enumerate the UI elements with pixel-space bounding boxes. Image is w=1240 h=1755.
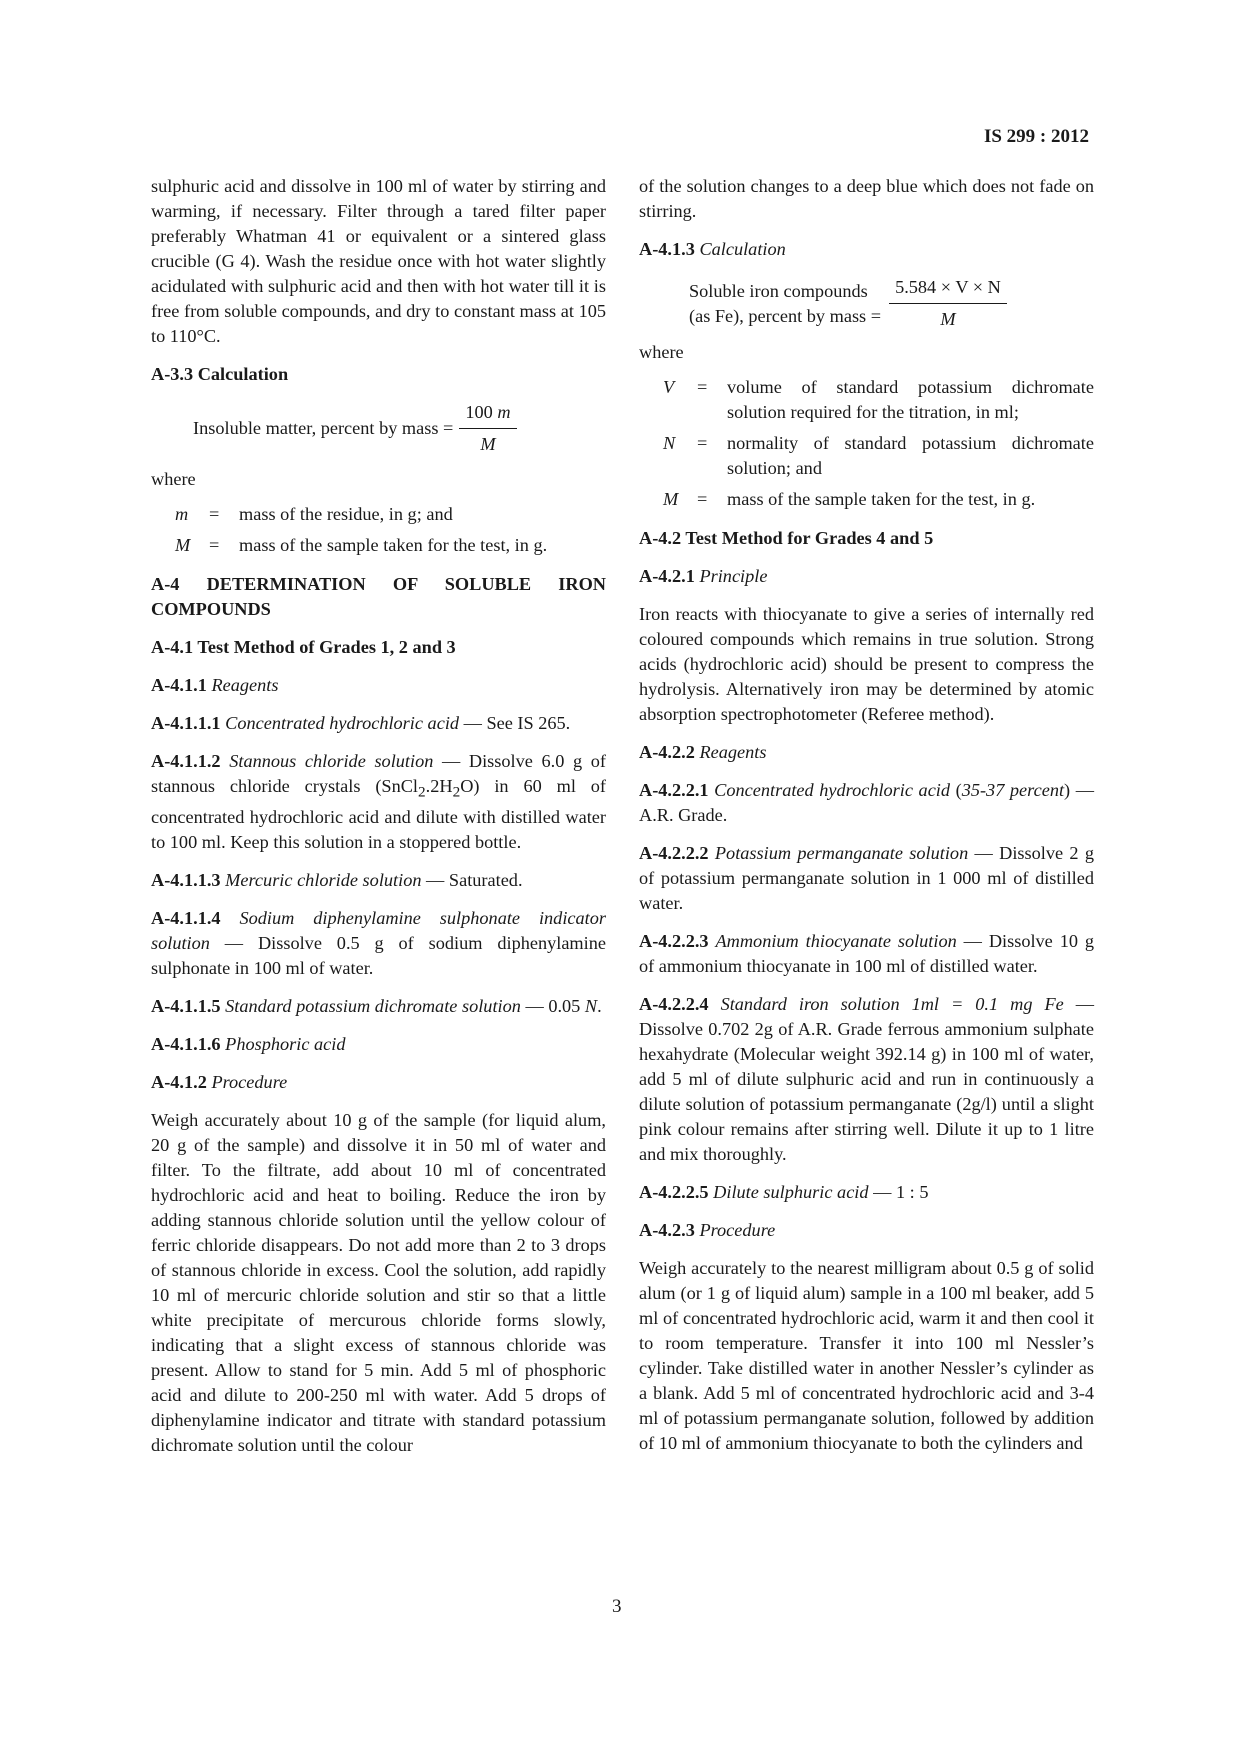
clause-text: — See IS 265.: [459, 713, 571, 733]
variable-definitions: [175, 502, 606, 558]
clause-number: A-4.2.2.2: [639, 843, 709, 863]
clause-number: A-4.2.2: [639, 742, 695, 762]
formula-lhs: [689, 279, 881, 329]
left-column: [151, 174, 606, 1471]
procedure-paragraph: Weigh accurately to the nearest milligram about 0.5 g of solid alum (or 1 g of liquid alum) sample in a 100 ml beaker, add 5 ml of concentrated hydrochloric acid, warm it and then cool it to room temperature. Transfer it into 100 ml Nessler’s cylinder. Take distilled water in another Nessler’s cylinder as a blank. Add 5 ml of concentrated hydrochloric acid and 3-4 ml of potassium permanganate solution, followed by addition of 10 ml of ammonium thiocyanate to both the cylinders and: [639, 1258, 1094, 1453]
clause-number: A-4.2.2.3: [639, 931, 709, 951]
clause-title: Calculation: [699, 239, 786, 259]
clause-text: — 0.05: [520, 995, 585, 1016]
definition-equals: =: [697, 489, 708, 509]
clause-title: Stannous chloride solution: [229, 751, 434, 771]
clause-title: Reagents: [699, 742, 767, 762]
clause-text: — Dissolve 10 g of ammonium thiocyanate in 100 ml of distilled water.: [639, 931, 1095, 976]
clause-number: A-4.2.2.5: [639, 1182, 709, 1202]
principle-paragraph: Iron reacts with thiocyanate to give a series of internally red coloured compounds which remains in true solution. Strong acids (hydrochloric acid) should be present to compress the hydrolysis. Alternatively iron may be determined by atomic absorption spectrophotometer (Referee method).: [639, 604, 1094, 724]
definition-symbol: V: [663, 377, 675, 397]
clause-number: A-4.1.2: [151, 1071, 207, 1092]
definition-row: [663, 487, 1094, 512]
clause-number: A-4.1.1: [151, 675, 207, 695]
clause-a4221: [639, 778, 1094, 828]
definition-equals: =: [697, 377, 708, 397]
clause-a4115: [151, 994, 606, 1019]
formula-lhs-line: (as Fe), percent by mass =: [689, 305, 882, 326]
definition-symbol: N: [663, 433, 676, 453]
clause-number: A-4.2.2.1: [639, 780, 709, 800]
right-column: [639, 174, 1094, 1469]
definition-row: [175, 502, 606, 527]
definition-symbol: M: [663, 489, 679, 509]
clause-text: .2H: [425, 776, 453, 796]
clause-title: Sodium diphenylamine sulphonate indicator solution: [151, 907, 606, 953]
clause-a4224: [639, 992, 1094, 1167]
clause-text: .: [597, 995, 602, 1016]
procedure-paragraph: Weigh accurately about 10 g of the sample (for liquid alum, 20 g of the sample) and dissolve it in 50 ml of water and filter. To the filtrate, add about 10 ml of concentrated hydrochloric acid and heat to boiling. Reduce the iron by adding stannous chloride solution until the yellow colour of ferric chloride disappears. Do not add more than 2 to 3 drops of stannous chloride in excess. Cool the solution, add rapidly 10 ml of mercuric chloride solution and stir so that a little white precipitate of mercurous chloride forms slowly, indicating that a slight excess of stannous chloride was present. Allow to stand for 5 min. Add 5 ml of phosphoric acid and dilute to 200-250 ml with water. Add 5 drops of diphenylamine indicator and titrate with standard potassium dichromate solution until the colour: [151, 1109, 606, 1455]
clause-number: A-4.1.1.6: [151, 1033, 221, 1054]
clause-title: Ammonium thiocyanate solution: [715, 931, 957, 951]
paragraph: of the solution changes to a deep blue which does not fade on stirring.: [639, 176, 1094, 221]
formula-fraction: [889, 275, 1007, 332]
clause-a4222: [639, 841, 1094, 916]
clause-title: Mercuric chloride solution: [225, 869, 422, 890]
clause-a422: [639, 740, 1094, 765]
formula-denominator: M: [480, 434, 496, 454]
definition-text: mass of the sample taken for the test, in g.: [727, 489, 1036, 509]
clause-title: Dilute sulphuric acid: [713, 1182, 869, 1202]
clause-title: Principle: [699, 566, 768, 586]
section-heading-a33: A-3.3 Calculation: [151, 364, 289, 384]
definition-text: volume of standard potassium dichromate solution required for the titration, in ml;: [727, 377, 1094, 422]
definition-symbol: M: [175, 535, 191, 555]
clause-number: A-4.1.1.3: [151, 869, 221, 890]
clause-number: A-4.1.1.5: [151, 995, 221, 1016]
clause-text: ) — A.R. Grade.: [639, 780, 1094, 825]
definition-text: normality of standard potassium dichromate solution; and: [727, 433, 1094, 478]
document-id-header: IS 299 : 2012: [983, 126, 1089, 147]
normality-unit: N: [584, 995, 598, 1016]
clause-a412: [151, 1070, 606, 1095]
clause-number: A-4.2.2.4: [639, 994, 709, 1014]
definition-row: [663, 431, 1094, 481]
clause-text: (: [950, 780, 962, 800]
clause-number: A-4.2.1: [639, 566, 695, 586]
where-label: where: [639, 342, 684, 362]
numerator-value: 100: [465, 402, 493, 422]
formula-lhs-line: Soluble iron compounds: [689, 280, 868, 301]
clause-a421: [639, 564, 1094, 589]
definition-symbol: m: [175, 504, 189, 524]
clause-a4113: [151, 868, 606, 893]
where-label: where: [151, 469, 196, 489]
clause-text: — Saturated.: [421, 869, 523, 890]
variable-definitions: [663, 375, 1094, 512]
formula-numerator: 5.584 × V × N: [889, 275, 1007, 304]
clause-title: Procedure: [699, 1220, 776, 1240]
definition-text: mass of the sample taken for the test, in g.: [239, 535, 548, 555]
subscript: 2: [418, 783, 426, 801]
clause-a411: [151, 673, 606, 698]
section-heading-a42: A-4.2 Test Method for Grades 4 and 5: [639, 528, 934, 548]
clause-number: A-4.1.1.2: [151, 751, 221, 771]
clause-a423: [639, 1218, 1094, 1243]
clause-title: Potassium permanganate solution: [714, 843, 969, 863]
clause-title: Standard potassium dichromate solution: [225, 995, 521, 1016]
section-heading-a41: A-4.1 Test Method of Grades 1, 2 and 3: [151, 637, 456, 657]
definition-equals: =: [209, 535, 220, 555]
definition-row: [175, 533, 606, 558]
formula-numerator: [459, 400, 516, 429]
formula-denominator: M: [940, 309, 956, 329]
formula-lhs: Insoluble matter, percent by mass =: [193, 418, 454, 438]
clause-a4114: [151, 906, 606, 981]
paragraph: sulphuric acid and dissolve in 100 ml of water by stirring and warming, if necessary. Filter through a tared filter paper preferably Whatman 41 or equivalent or a sintered glass crucible (G 4). Wash the residue once with hot water slightly acidulated with sulphuric acid and then with hot water till it is free from soluble compounds, and dry to constant mass at 105 to 110°C.: [151, 176, 606, 346]
clause-text: — Dissolve 0.5 g of sodium diphenylamine sulphonate in 100 ml of water.: [151, 932, 606, 978]
clause-a413: [639, 237, 1094, 262]
clause-a4116: [151, 1032, 606, 1057]
section-heading-a4: A-4 DETERMINATION OF SOLUBLE IRON COMPOUNDS: [151, 574, 606, 619]
clause-text: O) in 60 ml of concentrated hydrochloric acid and dilute with distilled water to 100 ml. Keep this solution in a stoppered bottle.: [151, 776, 606, 852]
clause-title: Concentrated hydrochloric acid: [714, 780, 951, 800]
clause-number: A-4.1.1.1: [151, 713, 221, 733]
numerator-variable: m: [497, 402, 511, 422]
clause-title: Procedure: [211, 1071, 288, 1092]
definition-equals: =: [697, 433, 708, 453]
clause-text: — Dissolve 0.702 2g of A.R. Grade ferrous ammonium sulphate hexahydrate (Molecular weight 392.14 g) in 100 ml of water, add 5 ml of dilute sulphuric acid and run in continuously a dilute solution of potassium permanganate (2g/l) until a slight pink colour remains after stirring well. Dilute it up to 1 litre and mix thoroughly.: [639, 994, 1094, 1164]
subscript: 2: [452, 783, 461, 801]
concentration-range: 35-37 percent: [961, 780, 1065, 800]
clause-a4112: [151, 749, 606, 855]
insoluble-matter-formula: [193, 400, 606, 457]
soluble-iron-formula: [689, 275, 1094, 332]
clause-a4225: [639, 1180, 1094, 1205]
clause-text: — 1 : 5: [868, 1182, 929, 1202]
clause-a4223: [639, 929, 1094, 979]
clause-number: A-4.1.1.4: [151, 907, 221, 928]
clause-number: A-4.1.3: [639, 239, 695, 259]
clause-title: Concentrated hydrochloric acid: [225, 713, 460, 733]
clause-title: Standard iron solution 1ml = 0.1 mg Fe: [720, 994, 1064, 1014]
formula-fraction: [459, 400, 516, 457]
clause-title: Phosphoric acid: [225, 1033, 346, 1054]
clause-text: — Dissolve 2 g of potassium permanganate solution in 1 000 ml of distilled water.: [639, 843, 1095, 913]
clause-a4111: [151, 711, 606, 736]
definition-equals: =: [209, 504, 220, 524]
clause-number: A-4.2.3: [639, 1220, 695, 1240]
page-number: 3: [612, 1596, 622, 1617]
clause-title: Reagents: [211, 675, 279, 695]
clause-text: — Dissolve 6.0 g of stannous chloride crystals (SnCl: [151, 751, 606, 796]
definition-text: mass of the residue, in g; and: [239, 504, 453, 524]
definition-row: [663, 375, 1094, 425]
